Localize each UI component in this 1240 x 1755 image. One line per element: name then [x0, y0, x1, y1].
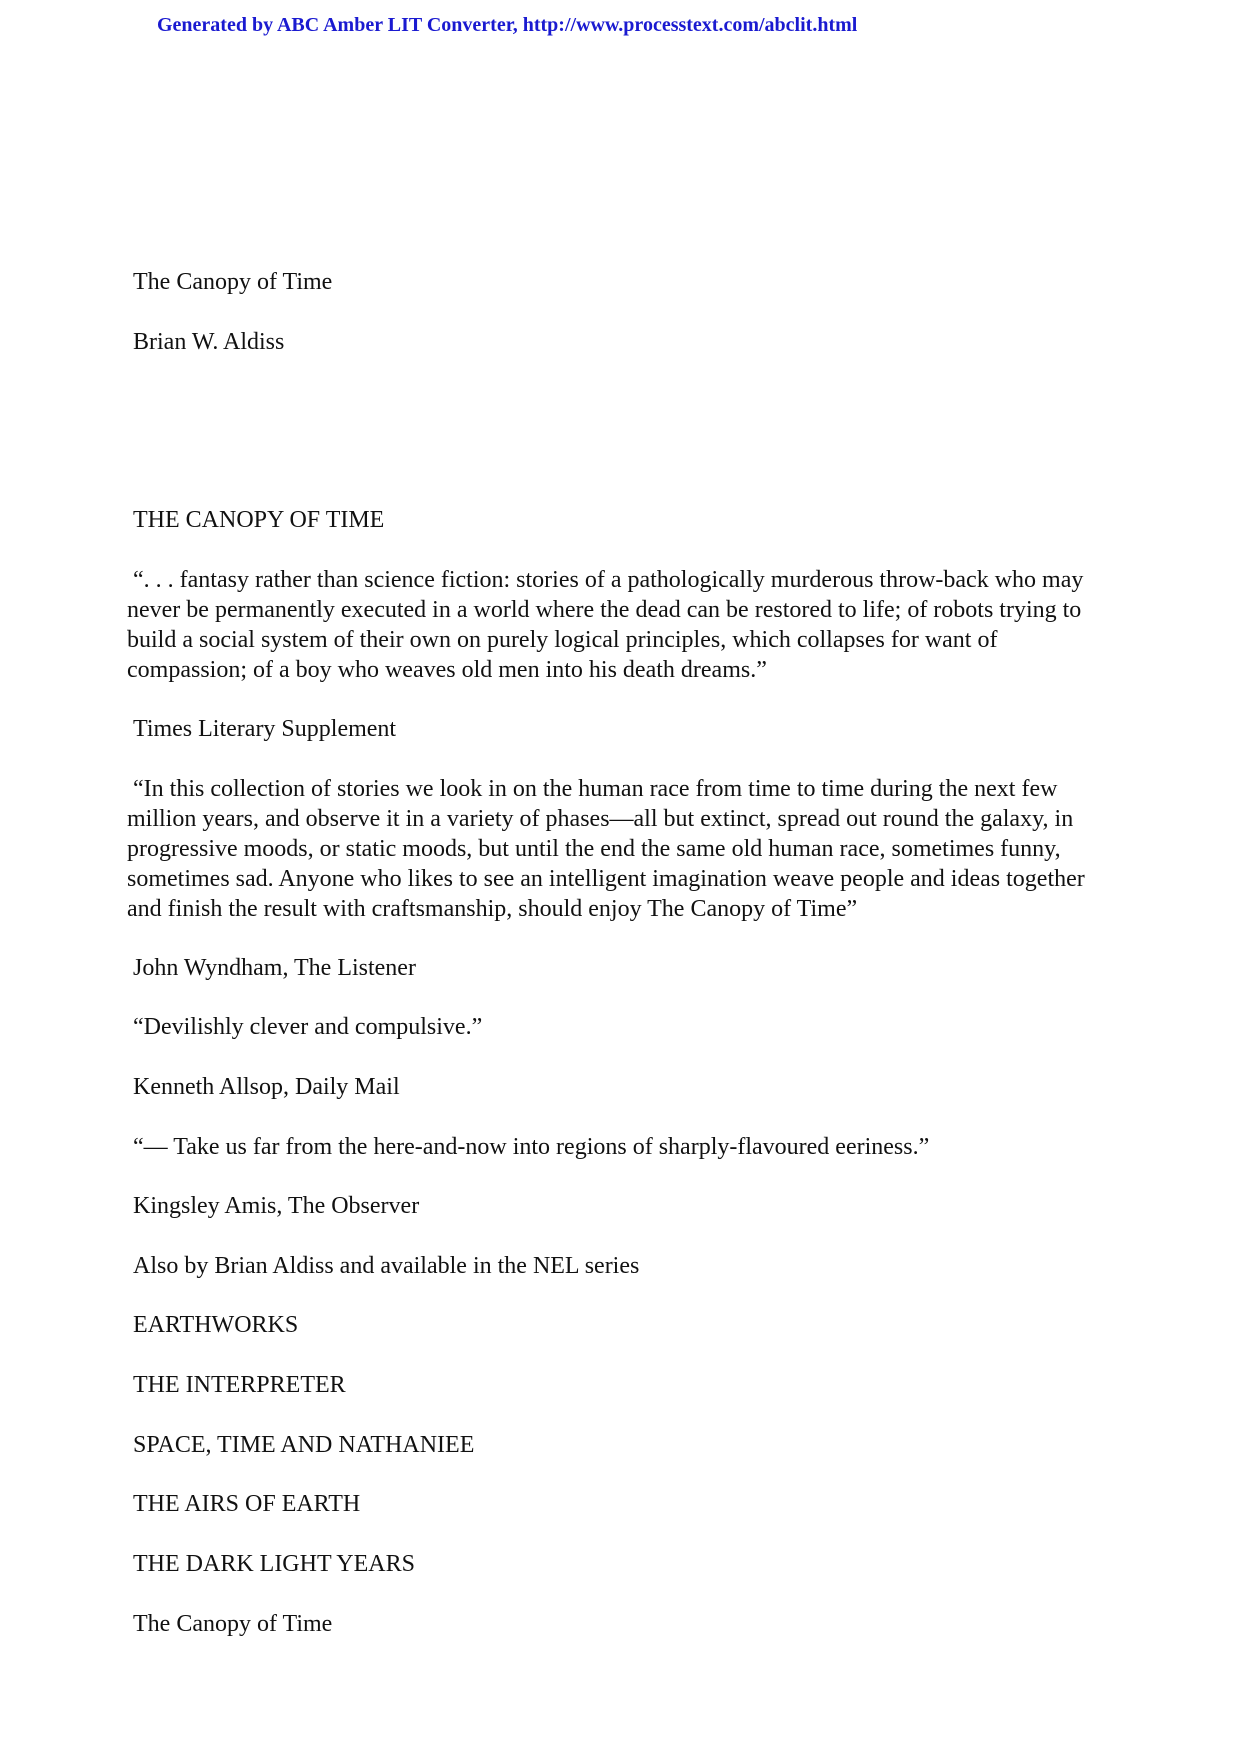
book-list-item: THE AIRS OF EARTH	[133, 1491, 361, 1517]
review-source-3: Kenneth Allsop, Daily Mail	[133, 1074, 400, 1100]
review-source-1: Times Literary Supplement	[133, 716, 397, 742]
review-quote-3: “Devilishly clever and compulsive.”	[133, 1014, 483, 1040]
book-list-item: THE DARK LIGHT YEARS	[133, 1551, 415, 1577]
review-source-2: John Wyndham, The Listener	[133, 955, 416, 981]
book-list-item: THE INTERPRETER	[133, 1372, 346, 1398]
review-quote-1: “. . . fantasy rather than science fiction: stories of a pathologically murderous throw-back who may never be permanently executed in a world where the dead can be restored to life; of robots trying to build a social system of their own on purely logical principles, which collapses for want of compassion; of a boy who weaves old men into his death dreams.”	[127, 567, 1084, 683]
review-quote-4: “— Take us far from the here-and-now into regions of sharply-flavoured eeriness.”	[133, 1134, 930, 1160]
closing-title: The Canopy of Time	[133, 1611, 333, 1637]
also-by-heading: Also by Brian Aldiss and available in the NEL series	[133, 1253, 640, 1279]
section-heading: THE CANOPY OF TIME	[133, 507, 385, 533]
book-list-item: EARTHWORKS	[133, 1312, 299, 1338]
review-quote-2: “In this collection of stories we look in on the human race from time to time during the next few million years, and observe it in a variety of phases—all but extinct, spread out round the galaxy, in progressive moods, or static moods, but until the end the same old human race, sometimes funny, sometimes sad. Anyone who likes to see an intelligent imagination weave people and ideas together and finish the result with craftsmanship, should enjoy The Canopy of Time”	[127, 776, 1085, 922]
review-source-4: Kingsley Amis, The Observer	[133, 1193, 420, 1219]
book-author: Brian W. Aldiss	[133, 329, 285, 355]
converter-banner: Generated by ABC Amber LIT Converter, http://www.processtext.com/abclit.html	[157, 14, 858, 36]
book-title: The Canopy of Time	[133, 269, 333, 295]
book-list-item: SPACE, TIME AND NATHANIEE	[133, 1432, 475, 1458]
